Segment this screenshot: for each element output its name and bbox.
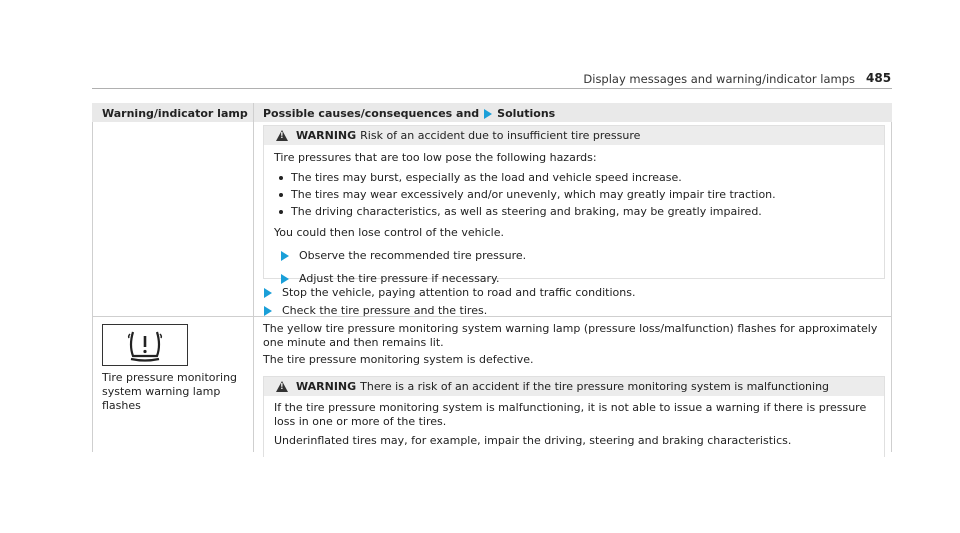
- warning-header: [264, 377, 884, 396]
- cause-paragraph: The yellow tire pressure monitoring system warning lamp (pressure loss/malfunction) flashes for approximately one minute and then remains lit.: [263, 322, 878, 349]
- table-header: [92, 103, 892, 122]
- hazard-item: The tires may wear excessively and/or unevenly, which may greatly impair tire traction.: [274, 187, 874, 202]
- warning-paragraph: If the tire pressure monitoring system is malfunctioning, it is not able to issue a warning if there is pressure loss in one or more of the tires.: [274, 401, 867, 428]
- step-arrow-icon: [264, 306, 272, 316]
- warning-triangle-icon: [276, 130, 288, 141]
- warning-box-insufficient-pressure: [263, 125, 885, 285]
- warning-step: [274, 248, 874, 263]
- table-left-border: [92, 122, 93, 452]
- header-divider: [92, 88, 892, 89]
- column-header-lamp: Warning/indicator lamp: [102, 107, 248, 120]
- hazard-item: The tires may burst, especially as the load and vehicle speed increase.: [274, 170, 874, 185]
- lamp-description: Tire pressure monitoring system warning lamp flashes: [102, 371, 238, 412]
- warning-body: [264, 145, 884, 286]
- cause-paragraph: The tire pressure monitoring system is defective.: [263, 353, 534, 366]
- table-right-border: [891, 122, 892, 452]
- warning-paragraph: Underinflated tires may, for example, impair the driving, steering and braking characteristics.: [274, 434, 792, 447]
- step-arrow-icon: [264, 288, 272, 298]
- column-divider: [253, 103, 254, 452]
- warning-box-tpms-malfunction: [263, 376, 885, 457]
- warning-label: WARNING: [296, 129, 357, 142]
- page-number: 485: [866, 71, 892, 85]
- solution-step: [257, 286, 635, 299]
- step-text: Stop the vehicle, paying attention to road and traffic conditions.: [282, 286, 636, 299]
- warning-header: [264, 126, 884, 145]
- blue-arrow-icon: [484, 109, 492, 119]
- column-header-solutions-label: Possible causes/consequences and: [263, 107, 480, 120]
- warning-triangle-icon: [276, 381, 288, 392]
- warning-outro: You could then lose control of the vehicle.: [274, 226, 504, 239]
- warning-label: WARNING: [296, 380, 357, 393]
- hazard-item: The driving characteristics, as well as steering and braking, may be greatly impaired.: [274, 204, 874, 219]
- step-text: Observe the recommended tire pressure.: [299, 249, 527, 262]
- tire-pressure-warning-icon: [102, 324, 188, 366]
- warning-body: [264, 396, 884, 448]
- step-text: Check the tire pressure and the tires.: [282, 304, 488, 317]
- warning-intro: Tire pressures that are too low pose the following hazards:: [274, 151, 597, 164]
- step-arrow-icon: [281, 274, 289, 284]
- solution-step: [257, 304, 487, 317]
- row-divider: [92, 316, 892, 317]
- warning-title: There is a risk of an accident if the tire pressure monitoring system is malfunctioning: [360, 380, 830, 393]
- warning-title: Risk of an accident due to insufficient tire pressure: [360, 129, 641, 142]
- tire-pressure-symbol: [103, 325, 187, 365]
- hazard-list: [274, 170, 874, 219]
- column-header-solutions: [263, 107, 555, 120]
- running-header: Display messages and warning/indicator lamps: [583, 72, 855, 86]
- step-text: Adjust the tire pressure if necessary.: [299, 272, 500, 285]
- column-header-solutions-suffix: Solutions: [497, 107, 556, 120]
- step-arrow-icon: [281, 251, 289, 261]
- warning-step: [274, 271, 874, 286]
